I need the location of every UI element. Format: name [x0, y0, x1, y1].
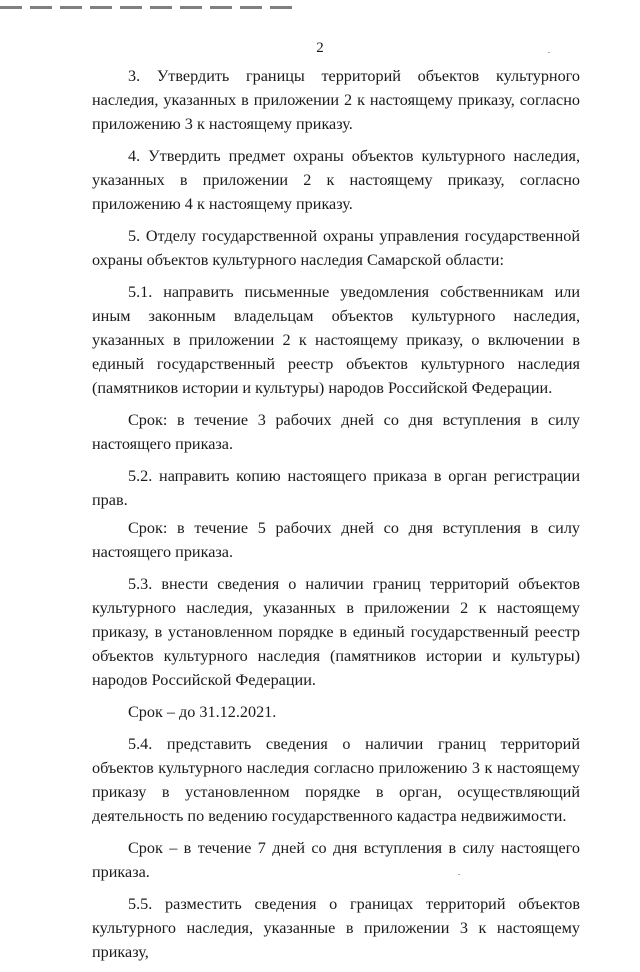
document-body — [92, 64, 580, 972]
scan-speck — [458, 874, 460, 875]
paragraph-5-3: 5.3. внести сведения о наличии границ территорий объектов культурного наследия, указанных в приложении 2 к настоящему приказу, в установленном порядке в единый государственный реестр объектов культурного наследия (памятников истории и культуры) народов Российской Федерации. — [92, 575, 580, 689]
paragraph-5-4: 5.4. представить сведения о наличии границ территорий объектов культурного наследия согласно приложению 3 к настоящему приказу в установленном порядке в орган, осуществляющий деятельность по ведению государственного кадастра недвижимости. — [92, 735, 580, 825]
deadline-5-3: Срок – до 31.12.2021. — [128, 703, 277, 721]
deadline-5-1: Срок: в течение 3 рабочих дней со дня вступления в силу настоящего приказа. — [92, 411, 580, 453]
paragraph-5-2: 5.2. направить копию настоящего приказа в орган регистрации прав. — [92, 467, 580, 509]
paragraph-5: 5. Отделу государственной охраны управления государственной охраны объектов культурного наследия Самарской области: — [92, 227, 580, 269]
scan-header-artifact — [0, 6, 300, 9]
scan-speck — [548, 52, 550, 53]
paragraph-5-5: 5.5. разместить сведения о границах территорий объектов культурного наследия, указанные в приложении 3 к настоящему приказу, — [92, 895, 580, 961]
paragraph-4: 4. Утвердить предмет охраны объектов культурного наследия, указанных в приложении 2 к настоящему приказу, согласно приложению 4 к настоящему приказу. — [92, 147, 580, 213]
deadline-5-2: Срок: в течение 5 рабочих дней со дня вступления в силу настоящего приказа. — [92, 519, 580, 561]
page-number: 2 — [316, 40, 324, 56]
paragraph-5-1: 5.1. направить письменные уведомления собственникам или иным законным владельцам объектов культурного наследия, указанных в приложении 2 к настоящему приказу, о включении в единый государственный реестр объектов культурного наследия (памятников истории и культуры) народов Российской Федерации. — [92, 283, 580, 397]
deadline-5-4: Срок – в течение 7 дней со дня вступления в силу настоящего приказа. — [92, 839, 580, 881]
paragraph-3: 3. Утвердить границы территорий объектов культурного наследия, указанных в приложении 2 к настоящему приказу, согласно приложению 3 к настоящему приказу. — [92, 67, 580, 133]
